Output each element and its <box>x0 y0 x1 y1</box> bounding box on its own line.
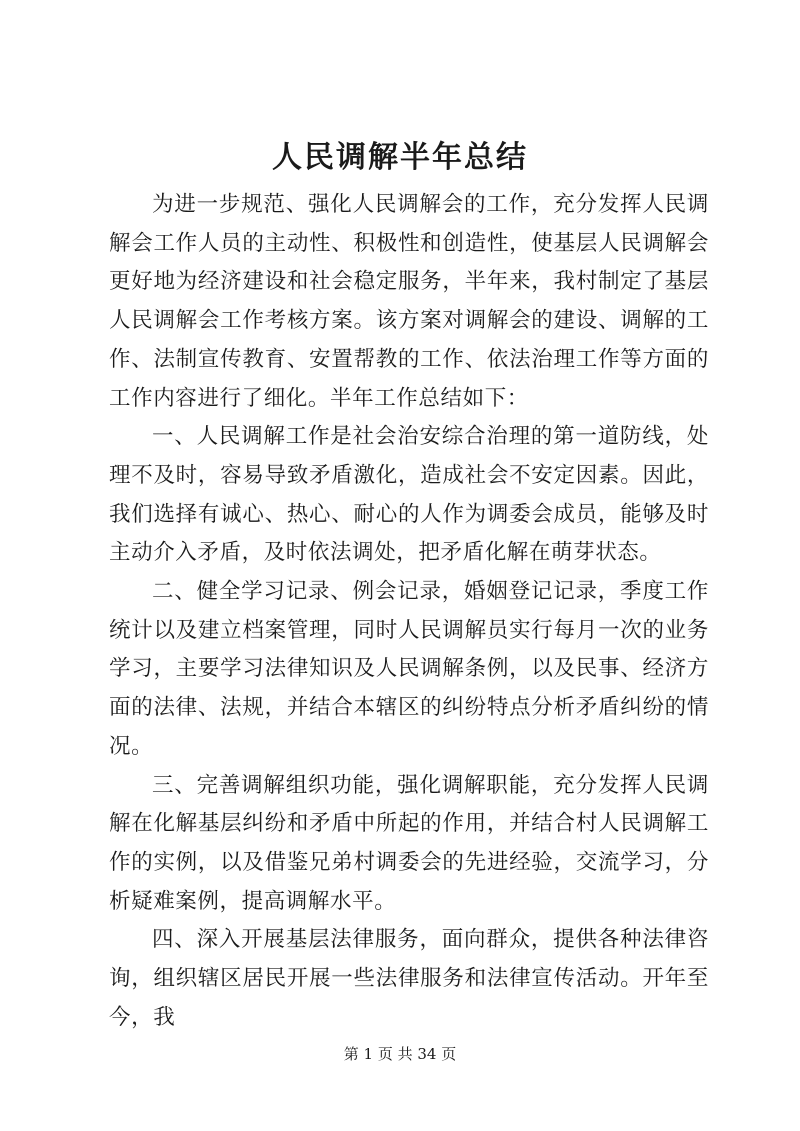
paragraph-section-3: 三、完善调解组织功能，强化调解职能，充分发挥人民调解在化解基层纠纷和矛盾中所起的作用，并结合村人民调解工作的实例，以及借鉴兄弟村调委会的先进经验，交流学习，分析疑难案例，提高调解水平。 <box>109 772 709 914</box>
paragraph-intro: 为进一步规范、强化人民调解会的工作，充分发挥人民调解会工作人员的主动性、积极性和创造性，使基层人民调解会更好地为经济建设和社会稳定服务，半年来，我村制定了基层人民调解会工作考核方案。该方案对调解会的建设、调解的工作、法制宣传教育、安置帮教的工作、依法治理工作等方面的工作内容进行了细化。半年工作总结如下： <box>109 192 709 411</box>
paragraph-section-4: 四、深入开展基层法律服务，面向群众，提供各种法律咨询，组织辖区居民开展一些法律服务和法律宣传活动。开年至今，我 <box>109 927 709 1030</box>
paragraph-section-2: 二、健全学习记录、例会记录，婚姻登记记录，季度工作统计以及建立档案管理，同时人民调解员实行每月一次的业务学习，主要学习法律知识及人民调解条例，以及民事、经济方面的法律、法规，并结合本辖区的纠纷特点分析矛盾纠纷的情况。 <box>109 579 709 759</box>
document-body <box>109 186 709 1037</box>
page-number-footer: 第 1 页 共 34 页 <box>343 1045 457 1063</box>
document-title: 人民调解半年总结 <box>272 140 528 175</box>
paragraph-section-1: 一、人民调解工作是社会治安综合治理的第一道防线，处理不及时，容易导致矛盾激化，造成社会不安定因素。因此，我们选择有诚心、热心、耐心的人作为调委会成员，能够及时主动介入矛盾，及时依法调处，把矛盾化解在萌芽状态。 <box>109 424 709 566</box>
